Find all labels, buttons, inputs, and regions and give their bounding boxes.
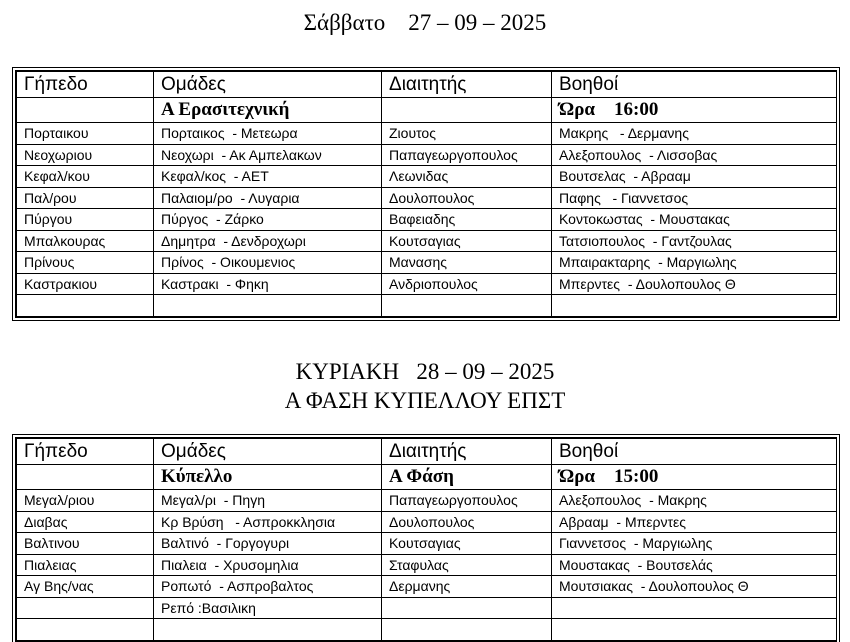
header-row (17, 72, 837, 98)
table-row (17, 187, 837, 209)
teams-cell: Πορταικος - Μετεωρα (154, 123, 382, 145)
assistants-cell (552, 619, 837, 641)
venue-cell: Γήπεδο (17, 439, 154, 465)
table-row (17, 554, 837, 576)
assistants-cell: Μουτσιακας - Δουλοπουλος Θ (552, 576, 837, 598)
venue-cell: Μπαλκουρας (17, 230, 154, 252)
table-row (17, 166, 837, 188)
teams-cell: Ρεπό :Βασιλικη (154, 597, 382, 619)
referee-cell: Α Φάση (382, 465, 552, 490)
teams-cell: Πρίνος - Οικουμενιος (154, 252, 382, 274)
venue-cell: Παλ/ρου (17, 187, 154, 209)
venue-cell: Διαβας (17, 511, 154, 533)
referee-cell: Λεωνιδας (382, 166, 552, 188)
referee-cell: Δουλοπουλος (382, 187, 552, 209)
assistants-cell: Γιαννετσος - Μαργιωλης (552, 533, 837, 555)
venue-cell: Πύργου (17, 209, 154, 231)
assistants-cell: Παφης - Γιαννετσος (552, 187, 837, 209)
venue-cell: Μεγαλ/ριου (17, 490, 154, 512)
teams-cell: Βαλτινό - Γοργογυρι (154, 533, 382, 555)
assistants-cell: Μπερντες - Δουλοπουλος Θ (552, 273, 837, 295)
referee-cell (382, 597, 552, 619)
sunday-fixtures-table (15, 437, 837, 642)
referee-cell: Ζιουτος (382, 123, 552, 145)
teams-cell: Ροπωτό - Ασπροβαλτος (154, 576, 382, 598)
assistants-cell: Μουστακας - Βουτσελάς (552, 554, 837, 576)
referee-cell: Κουτσαγιας (382, 230, 552, 252)
teams-cell: Ομάδες (154, 72, 382, 98)
referee-cell (382, 98, 552, 123)
teams-cell: Πύργος - Ζάρκο (154, 209, 382, 231)
assistants-cell (552, 597, 837, 619)
table-row (17, 295, 837, 317)
referee-cell: Κουτσαγιας (382, 533, 552, 555)
referee-cell: Διαιτητής (382, 72, 552, 98)
teams-cell: Μεγαλ/ρι - Πηγη (154, 490, 382, 512)
venue-cell: Πορταικου (17, 123, 154, 145)
teams-cell: Α Ερασιτεχνική (154, 98, 382, 123)
referee-cell (382, 619, 552, 641)
assistants-cell (552, 295, 837, 317)
venue-cell: Νεοχωριου (17, 144, 154, 166)
table-row (17, 511, 837, 533)
assistants-cell: Βοηθοί (552, 72, 837, 98)
venue-cell (17, 597, 154, 619)
assistants-cell: Ώρα 15:00 (552, 465, 837, 490)
referee-cell: Παπαγεωργοπουλος (382, 490, 552, 512)
teams-cell (154, 295, 382, 317)
table-row (17, 252, 837, 274)
teams-cell (154, 619, 382, 641)
referee-cell: Διαιτητής (382, 439, 552, 465)
referee-cell: Ανδριοπουλος (382, 273, 552, 295)
assistants-cell: Αβρααμ - Μπερντες (552, 511, 837, 533)
teams-cell: Πιαλεια - Χρυσομηλια (154, 554, 382, 576)
table-row (17, 619, 837, 641)
teams-cell: Παλαιομ/ρο - Λυγαρια (154, 187, 382, 209)
venue-cell (17, 98, 154, 123)
referee-cell: Σταφυλας (382, 554, 552, 576)
table-row (17, 597, 837, 619)
category-row (17, 98, 837, 123)
referee-cell: Δερμανης (382, 576, 552, 598)
header-row (17, 439, 837, 465)
table-row (17, 144, 837, 166)
table-row (17, 576, 837, 598)
referee-cell: Παπαγεωργοπουλος (382, 144, 552, 166)
assistants-cell: Κοντοκωστας - Μουστακας (552, 209, 837, 231)
referee-cell: Δουλοπουλος (382, 511, 552, 533)
teams-cell: Καστρακι - Φηκη (154, 273, 382, 295)
table-row (17, 209, 837, 231)
teams-cell: Ομάδες (154, 439, 382, 465)
referee-cell: Μανασης (382, 252, 552, 274)
teams-cell: Νεοχωρι - Ακ Αμπελακων (154, 144, 382, 166)
assistants-cell: Μπαιρακταρης - Μαργιωλης (552, 252, 837, 274)
table-row (17, 123, 837, 145)
venue-cell: Γήπεδο (17, 72, 154, 98)
teams-cell: Κρ Βρύση - Ασπροκκλησια (154, 511, 382, 533)
venue-cell (17, 465, 154, 490)
venue-cell: Πιαλειας (17, 554, 154, 576)
table-row (17, 533, 837, 555)
table-row (17, 230, 837, 252)
sunday-date-heading: ΚΥΡΙΑΚΗ 28 – 09 – 2025 (295, 359, 555, 384)
venue-cell: Καστρακιου (17, 273, 154, 295)
venue-cell: Πρίνους (17, 252, 154, 274)
assistants-cell: Τατσιοπουλος - Γαντζουλας (552, 230, 837, 252)
saturday-date-heading: Σάββατο 27 – 09 – 2025 (303, 10, 547, 35)
category-row (17, 465, 837, 490)
teams-cell: Δημητρα - Δενδροχωρι (154, 230, 382, 252)
teams-cell: Κύπελλο (154, 465, 382, 490)
saturday-fixtures-table (15, 70, 837, 318)
cup-phase-heading: Α ΦΑΣΗ ΚΥΠΕΛΛΟΥ ΕΠΣΤ (284, 388, 566, 413)
venue-cell (17, 295, 154, 317)
referee-cell (382, 295, 552, 317)
table-row (17, 490, 837, 512)
assistants-cell: Μακρης - Δερμανης (552, 123, 837, 145)
teams-cell: Κεφαλ/κος - ΑΕΤ (154, 166, 382, 188)
assistants-cell: Βουτσελας - Αβρααμ (552, 166, 837, 188)
assistants-cell: Αλεξοπουλος - Λισσοβας (552, 144, 837, 166)
venue-cell (17, 619, 154, 641)
assistants-cell: Αλεξοπουλος - Μακρης (552, 490, 837, 512)
venue-cell: Κεφαλ/κου (17, 166, 154, 188)
venue-cell: Αγ Βης/νας (17, 576, 154, 598)
assistants-cell: Βοηθοί (552, 439, 837, 465)
table-row (17, 273, 837, 295)
venue-cell: Βαλτινου (17, 533, 154, 555)
assistants-cell: Ώρα 16:00 (552, 98, 837, 123)
referee-cell: Βαφειαδης (382, 209, 552, 231)
